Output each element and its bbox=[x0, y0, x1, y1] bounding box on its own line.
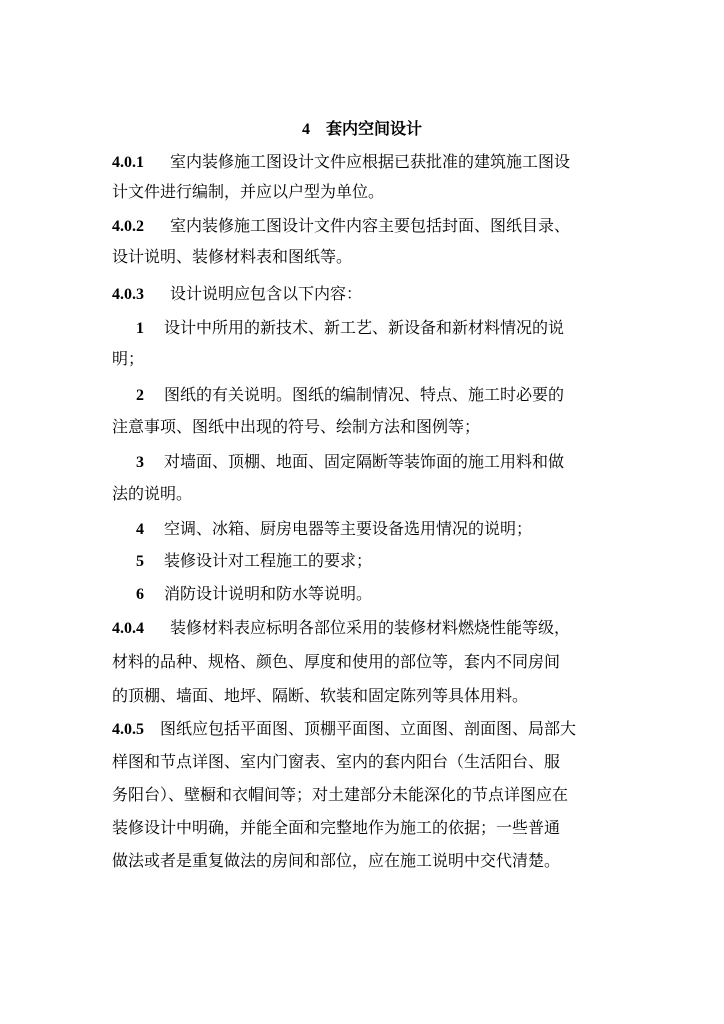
clause-4-0-5-line-5: 做法或者是重复做法的房间和部位，应在施工说明中交代清楚。 bbox=[112, 851, 561, 870]
chapter-title bbox=[0, 117, 724, 142]
list-item-5 bbox=[136, 549, 372, 574]
list-item-2-line-1 bbox=[136, 383, 564, 408]
clause-4-0-5-line-1 bbox=[112, 717, 576, 742]
list-item-number: 2 bbox=[136, 387, 144, 404]
list-item-number: 3 bbox=[136, 454, 144, 471]
list-item-number: 5 bbox=[136, 553, 144, 570]
list-item-3-line-2: 法的说明。 bbox=[112, 484, 193, 503]
clause-4-0-3-line-1 bbox=[112, 282, 362, 307]
clause-4-0-2-line-1 bbox=[112, 214, 570, 239]
clause-text: 室内装修施工图设计文件内容主要包括封面、图纸目录、 bbox=[170, 216, 571, 235]
clause-4-0-5-line-3: 务阳台）、壁橱和衣帽间等；对土建部分未能深化的节点详图应在 bbox=[112, 785, 569, 804]
clause-number: 4.0.3 bbox=[112, 286, 144, 303]
clause-number: 4.0.2 bbox=[112, 218, 144, 235]
clause-4-0-4-line-1 bbox=[112, 616, 570, 641]
clause-4-0-5-line-4: 装修设计中明确，并能全面和完整地作为施工的依据；一些普通 bbox=[112, 818, 561, 837]
clause-4-0-5-line-2: 样图和节点详图、室内门窗表、室内的套内阳台（生活阳台、服 bbox=[112, 752, 561, 771]
clause-4-0-1-line-1 bbox=[112, 150, 570, 175]
list-item-text: 图纸的有关说明。图纸的编制情况、特点、施工时必要的 bbox=[164, 385, 565, 404]
clause-number: 4.0.1 bbox=[112, 154, 144, 171]
clause-number: 4.0.4 bbox=[112, 620, 144, 637]
list-item-text: 空调、冰箱、厨房电器等主要设备选用情况的说明； bbox=[164, 519, 533, 538]
list-item-number: 6 bbox=[136, 586, 144, 603]
chapter-title-text: 套内空间设计 bbox=[325, 119, 422, 138]
clause-number: 4.0.5 bbox=[112, 721, 144, 738]
clause-text: 图纸应包括平面图、顶棚平面图、立面图、剖面图、局部大 bbox=[160, 719, 577, 738]
clause-4-0-2-line-2: 设计说明、装修材料表和图纸等。 bbox=[112, 247, 353, 266]
list-item-1-line-2: 明； bbox=[112, 349, 145, 368]
list-item-text: 消防设计说明和防水等说明。 bbox=[164, 584, 373, 603]
list-item-2-line-2: 注意事项、图纸中出现的符号、绘制方法和图例等； bbox=[112, 417, 481, 436]
clause-4-0-1-line-2: 计文件进行编制，并应以户型为单位。 bbox=[112, 182, 385, 201]
clause-4-0-4-line-2: 材料的品种、规格、颜色、厚度和使用的部位等，套内不同房间 bbox=[112, 652, 561, 671]
clause-text: 装修材料表应标明各部位采用的装修材料燃烧性能等级， bbox=[170, 618, 571, 637]
list-item-4 bbox=[136, 517, 532, 542]
clause-text: 设计说明应包含以下内容： bbox=[170, 284, 363, 303]
clause-4-0-4-line-3: 的顶棚、墙面、地坪、隔断、软装和固定陈列等具体用料。 bbox=[112, 686, 529, 705]
clause-text: 室内装修施工图设计文件应根据已获批准的建筑施工图设 bbox=[170, 152, 571, 171]
chapter-number: 4 bbox=[301, 121, 310, 138]
list-item-text: 设计中所用的新技术、新工艺、新设备和新材料情况的说 bbox=[164, 318, 565, 337]
list-item-3-line-1 bbox=[136, 450, 564, 475]
list-item-number: 4 bbox=[136, 521, 144, 538]
list-item-6 bbox=[136, 582, 372, 607]
list-item-1-line-1 bbox=[136, 316, 564, 341]
list-item-text: 对墙面、顶棚、地面、固定隔断等装饰面的施工用料和做 bbox=[164, 452, 565, 471]
list-item-text: 装修设计对工程施工的要求； bbox=[164, 551, 373, 570]
list-item-number: 1 bbox=[136, 320, 144, 337]
